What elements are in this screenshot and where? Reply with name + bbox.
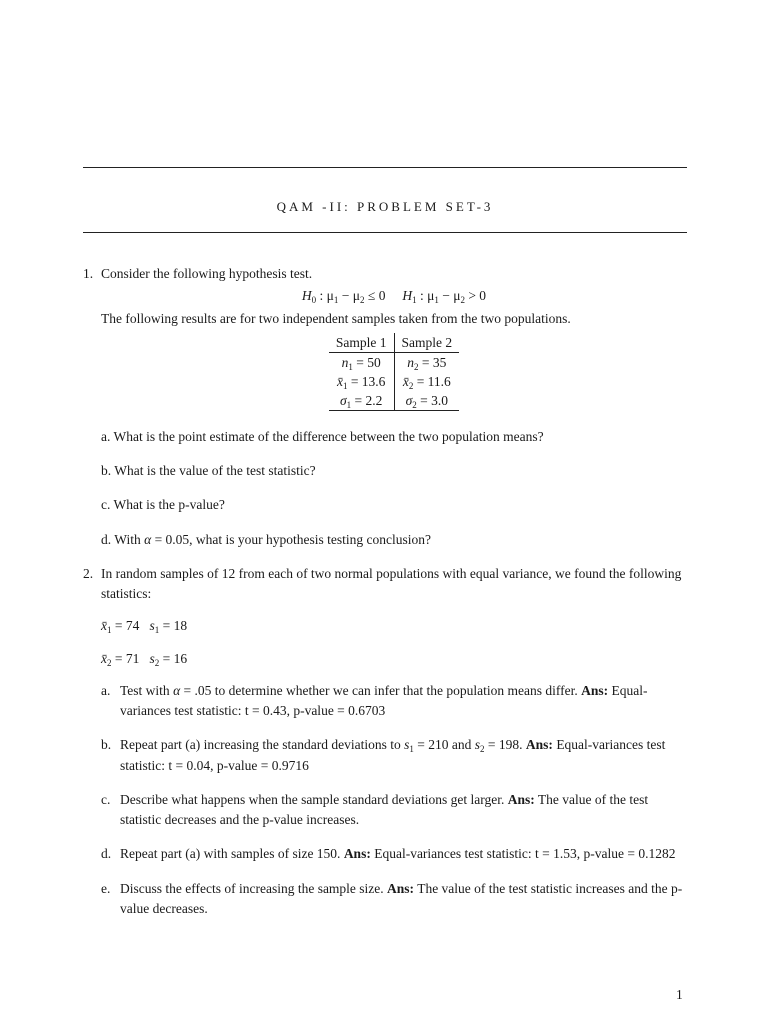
answer-label: Ans:: [525, 737, 553, 753]
table-cell: $x̄_2 = 11.6$: [402, 373, 451, 391]
problem-2-intro: In random samples of 12 from each of two normal populations with equal variance, we found the following statistics:: [101, 565, 682, 601]
question-2c: c. Describe what happens when the sample standard deviations get larger. Ans: The value of the test statistic decreases and the p-value increases.: [101, 791, 649, 827]
table-cell: $\sigma_1 = 2.2$: [329, 391, 394, 411]
table-row: [329, 391, 459, 411]
page-number: 1: [676, 987, 683, 1002]
samples-table: [329, 333, 459, 411]
answer-text: Equal-variances test statistic: t = 0.43, p-value = 0.6703: [120, 682, 648, 718]
samples-table-header: [329, 333, 459, 353]
header-top-rule: [83, 167, 687, 168]
problem-1-results-text: The following results are for two independent samples taken from the two populations.: [101, 310, 571, 326]
hypothesis-formula: [101, 286, 687, 306]
answer-text: The value of the test statistic increases and the p-value decreases.: [120, 880, 683, 916]
table-row: [329, 372, 459, 391]
table-cell: $n_1 = 50$: [329, 352, 394, 372]
answer-label: Ans:: [387, 880, 415, 896]
header-bottom-rule: [83, 232, 687, 233]
problem-2-number: 2.: [83, 565, 94, 581]
problem-1-intro: Consider the following hypothesis test.: [101, 266, 313, 281]
answer-text: The value of the test statistic decreases and the p-value increases.: [120, 791, 649, 827]
page-title: QAM -II: PROBLEM SET-3: [276, 199, 494, 214]
question-2a: a. Test with α = .05 to determine whether we can infer that the population means differ. Ans: Equal-variances test statistic: t = 0.43, p-value = 0.6703: [101, 682, 648, 718]
answer-text: Equal-variances test statistic: t = 1.53, p-value = 0.1282: [370, 846, 676, 862]
statistics-line-1: $x̄_1 = 74$ $s_1 = 18$: [101, 618, 188, 636]
question-1d: d. With α = 0.05, what is your hypothesis testing conclusion?: [101, 531, 432, 547]
table-cell: $x̄_1 = 13.6$: [329, 372, 394, 391]
answer-label: Ans:: [507, 791, 535, 807]
statistics-line-2: $x̄_2 = 71$ $s_2 = 16$: [101, 650, 188, 668]
question-1b: b. What is the value of the test statistic?: [101, 463, 316, 478]
samples-header-1: Sample 1: [329, 333, 394, 353]
problem-list: [83, 264, 687, 933]
problem-1: [83, 264, 687, 550]
answer-label: Ans:: [343, 846, 371, 862]
question-2e: e. Discuss the effects of increasing the sample size. Ans: The value of the test statistic increases and the p-value decreases.: [101, 880, 683, 916]
problem-2: [83, 564, 687, 919]
problem-2-parts: [101, 681, 687, 919]
table-cell: $\sigma_2 = 3.0$: [405, 392, 449, 410]
question-2b: b. Repeat part (a) increasing the standard deviations to $s_1 = 210$ and $s_2 = 198$. Ans: Equal-variances test statistic: t = 0.04, p-value = 0.9716: [101, 737, 666, 773]
answer-label: Ans:: [581, 682, 609, 698]
null-hypothesis: $H_0$ : $\mu_1 - \mu_2 \le 0$: [301, 288, 386, 306]
alternative-hypothesis: $H_1$ : $\mu_1 - \mu_2 > 0$: [402, 288, 487, 306]
table-row: [329, 352, 459, 372]
question-2d: d. Repeat part (a) with samples of size 150. Ans: Equal-variances test statistic: t = 1.53, p-value = 0.1282: [101, 846, 676, 862]
problem-1-questions: [101, 427, 687, 550]
answer-text: Equal-variances test statistic: t = 0.04, p-value = 0.9716: [120, 737, 666, 773]
problem-1-number: 1.: [83, 266, 94, 281]
question-1a: a. What is the point estimate of the difference between the two population means?: [101, 428, 544, 444]
problem-2-statistics: [101, 616, 687, 669]
question-1c: c. What is the p-value?: [101, 497, 225, 513]
table-cell: $n_2 = 35$: [407, 354, 447, 372]
samples-header-2: Sample 2: [394, 333, 459, 353]
